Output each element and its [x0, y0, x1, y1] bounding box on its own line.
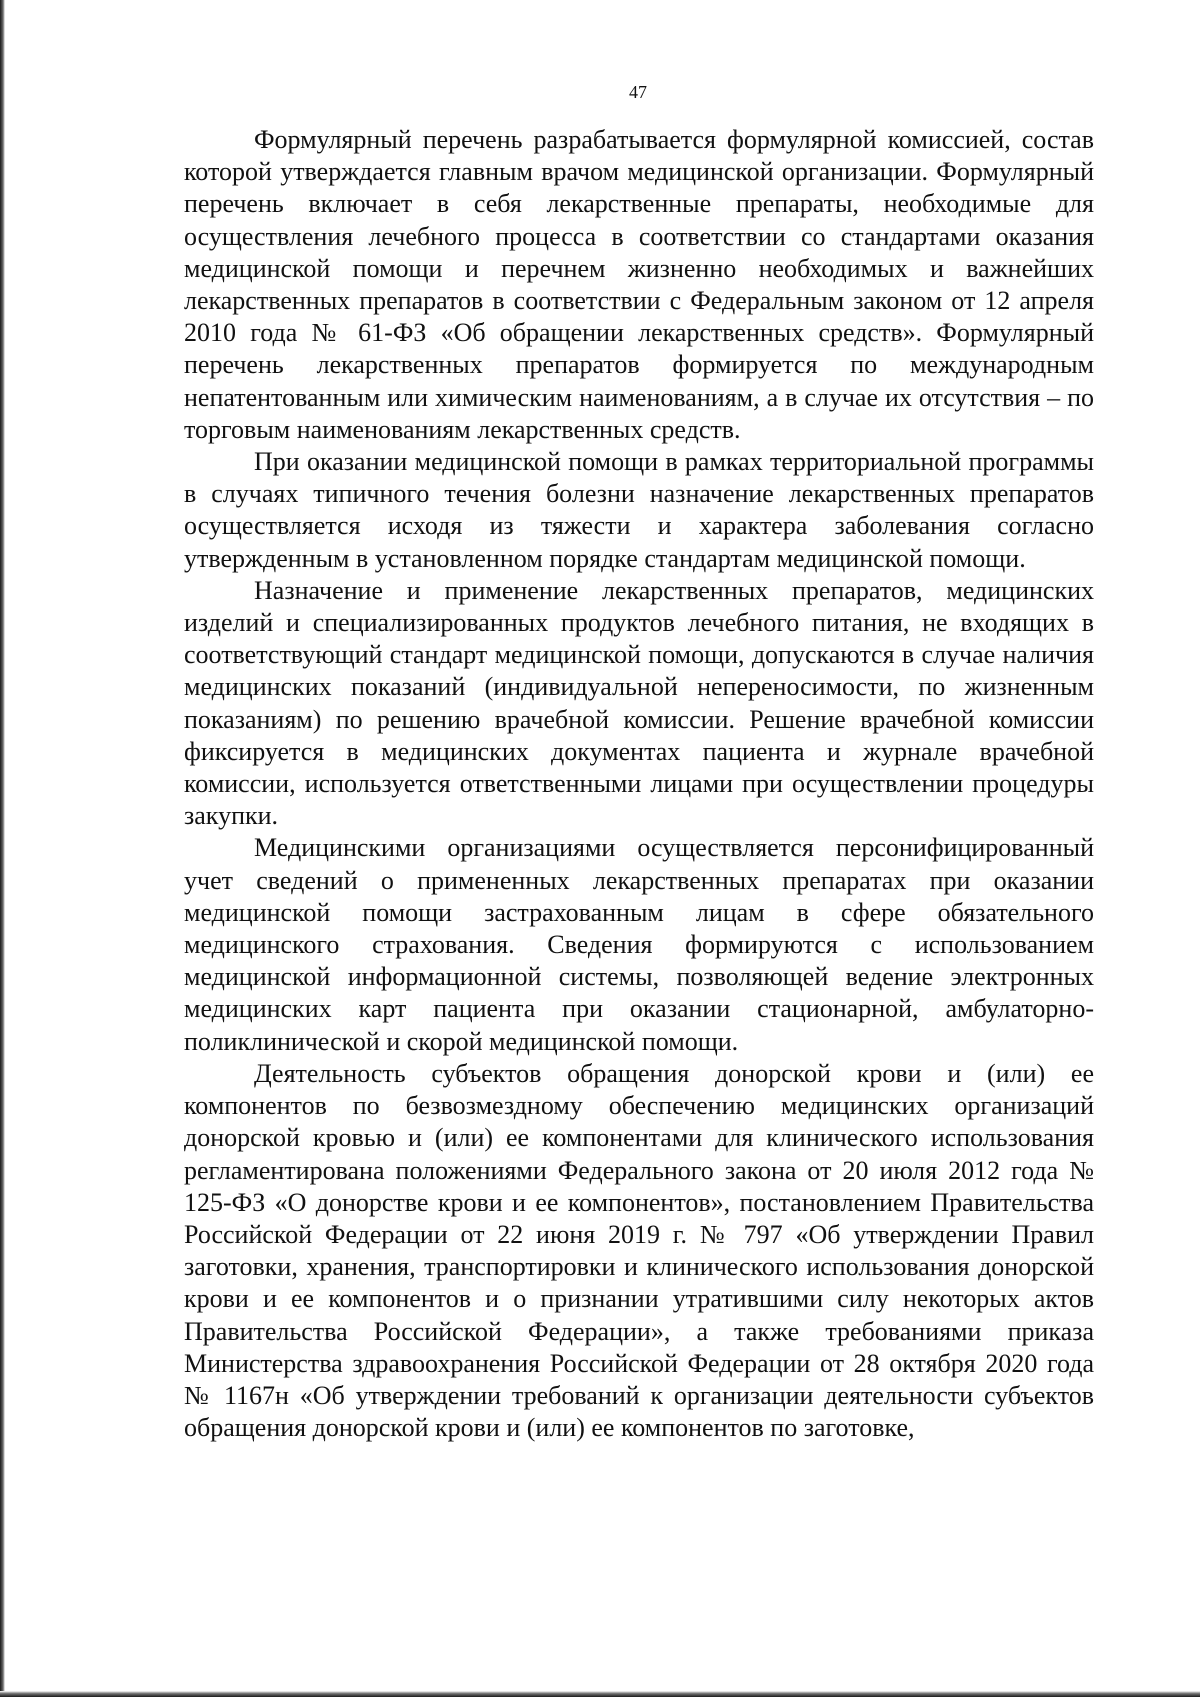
paragraph-donor-blood: Деятельность субъектов обращения донорской крови и (или) ее компонентов по безвозмездному обеспечению медицинских организаций донорской кровью и (или) ее компонентами для клинического использования регламентирована положениями Федерального закона от 20 июля 2012 года № 125-ФЗ «О донорстве крови и ее компонентов», постановлением Правительства Российской Федерации от 22 июня 2019 г. № 797 «Об утверждении Правил заготовки, хранения, транспортировки и клинического использования донорской крови и ее компонентов и о признании утратившими силу некоторых актов Правительства Российской Федерации», а также требованиями приказа Министерства здравоохранения Российской Федерации от 28 октября 2020 года № 1167н «Об утверждении требований к организации деятельности субъектов обращения донорской крови и (или) ее компонентов по заготовке, — [184, 1058, 1094, 1443]
paragraph-drug-prescription: При оказании медицинской помощи в рамках территориальной программы в случаях типичного течения болезни назначение лекарственных препаратов осуществляется исходя из тяжести и характера заболевания согласно утвержденным в установленном порядке стандартам медицинской помощи. — [184, 447, 1094, 573]
scan-edge-bottom — [0, 1691, 1200, 1697]
scan-edge-left — [0, 0, 5, 1697]
document-body — [184, 124, 1094, 1444]
paragraph-formulary-list: Формулярный перечень разрабатывается формулярной комиссией, состав которой утверждается главным врачом медицинской организации. Формулярный перечень включает в себя лекарственные препараты, необходимые для осуществления лечебного процесса в соответствии со стандартами оказания медицинской помощи и перечнем жизненно необходимых и важнейших лекарственных препаратов в соответствии с Федеральным законом от 12 апреля 2010 года № 61-ФЗ «Об обращении лекарственных средств». Формулярный перечень лекарственных препаратов формируется по международным непатентованным или химическим наименованиям, а в случае их отсутствия – по торговым наименованиям лекарственных средств. — [184, 125, 1094, 444]
paragraph-non-standard-drugs: Назначение и применение лекарственных препаратов, медицинских изделий и специализированных продуктов лечебного питания, не входящих в соответствующий стандарт медицинской помощи, допускаются в случае наличия медицинских показаний (индивидуальной непереносимости, по жизненным показаниям) по решению врачебной комиссии. Решение врачебной комиссии фиксируется в медицинских документах пациента и журнале врачебной комиссии, используется ответственными лицами при осуществлении процедуры закупки. — [184, 575, 1094, 831]
page-number: 47 — [629, 82, 647, 102]
paragraph-personalized-accounting: Медицинскими организациями осуществляется персонифицированный учет сведений о примененных лекарственных препаратах при оказании медицинской помощи застрахованным лицам в сфере обязательного медицинского страхования. Сведения формируются с использованием медицинской информационной системы, позволяющей ведение электронных медицинских карт пациента при оказании стационарной, амбулаторно-поликлинической и скорой медицинской помощи. — [184, 833, 1094, 1056]
